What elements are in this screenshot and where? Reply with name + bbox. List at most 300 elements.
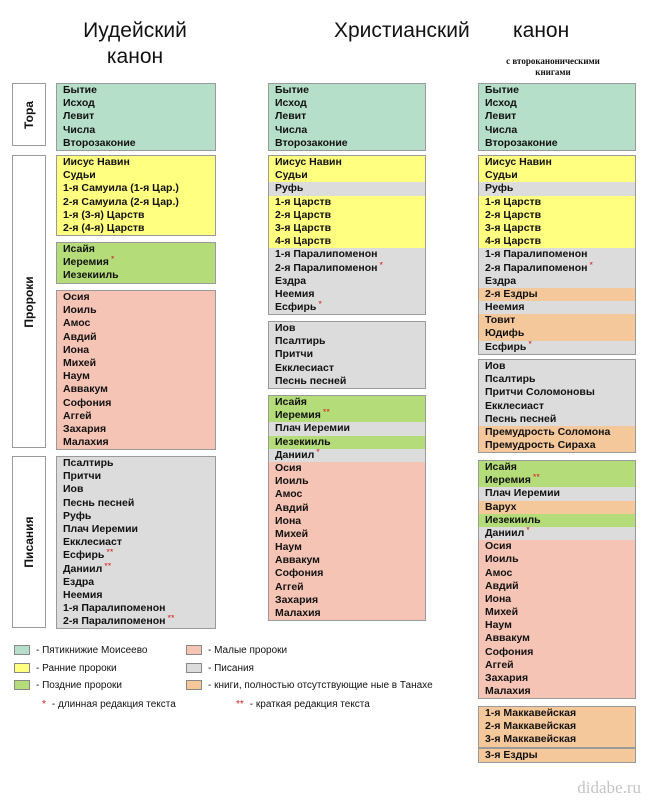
book-row: [479, 386, 635, 399]
book-name: 2-я Самуила (2-я Цар.): [63, 195, 179, 208]
book-row: [269, 301, 425, 314]
book-row: [479, 248, 635, 261]
book-name: Екклесиаст: [63, 536, 122, 549]
book-row: [479, 169, 635, 182]
redaction-mark: **: [167, 615, 175, 624]
book-name: Наум: [63, 370, 90, 383]
book-row: [57, 602, 215, 615]
book-row: [269, 475, 425, 488]
book-name: Наум: [275, 541, 302, 554]
legend-late-swatch: [14, 680, 30, 690]
book-row: [479, 514, 635, 527]
book-name: Иисус Навин: [63, 156, 130, 168]
legend-deutero: [186, 680, 433, 692]
book-row: [479, 262, 635, 275]
book-row: [57, 470, 215, 483]
book-row: [479, 606, 635, 619]
book-row: [57, 304, 215, 317]
jewish-book-group: [56, 290, 216, 450]
section-torah: [12, 83, 46, 146]
book-name: Аввакум: [63, 383, 108, 396]
book-row: [479, 685, 635, 698]
book-name: Аггей: [485, 658, 514, 671]
book-name: Притчи: [275, 348, 314, 361]
legend-writings-label: - Писания: [208, 663, 254, 674]
book-name: Аггей: [63, 409, 92, 422]
book-row: [479, 540, 635, 553]
book-name: Руфь: [63, 509, 92, 522]
book-row: [57, 410, 215, 423]
book-name: 2-я Ездры: [485, 287, 538, 300]
book-name: Числа: [275, 123, 308, 136]
book-row: [479, 707, 635, 720]
book-name: Есфирь: [63, 549, 105, 562]
book-row: [479, 733, 635, 746]
book-name: Авдий: [275, 501, 309, 514]
book-name: Иезекииль: [275, 435, 331, 448]
book-name: Исход: [485, 97, 517, 110]
redaction-mark: **: [322, 409, 330, 418]
book-name: Исайя: [485, 461, 517, 473]
book-row: [479, 314, 635, 327]
note-short-mark: **: [236, 699, 244, 710]
book-name: Исайя: [63, 243, 95, 255]
book-name: Числа: [63, 123, 96, 136]
book-name: 3-я Царств: [485, 221, 542, 234]
book-name: Судьи: [63, 169, 96, 182]
book-name: Михей: [275, 527, 309, 540]
book-name: Малахия: [63, 436, 109, 449]
book-row: [479, 209, 635, 222]
book-row: [269, 488, 425, 501]
book-name: Софония: [485, 645, 534, 658]
book-row: [57, 317, 215, 330]
christian-book-group: [268, 321, 426, 389]
book-name: Иисус Навин: [485, 156, 552, 168]
book-name: Софония: [63, 396, 112, 409]
christian-book-group: [268, 395, 426, 621]
deutero-book-group: [478, 460, 636, 699]
book-row: [479, 593, 635, 606]
book-row: [57, 510, 215, 523]
book-name: Малахия: [485, 685, 531, 698]
note-long-redaction: [42, 699, 176, 710]
book-row: [269, 182, 425, 195]
book-name: Михей: [485, 606, 519, 619]
book-name: Ездра: [63, 575, 95, 588]
book-row: [57, 436, 215, 449]
book-row: [479, 672, 635, 685]
book-name: 4-я Царств: [485, 235, 542, 248]
book-name: Ездра: [485, 274, 517, 287]
book-name: Неемия: [275, 287, 315, 300]
legend-deutero-swatch: [186, 680, 202, 690]
legend-torah-swatch: [14, 645, 30, 655]
book-name: Числа: [485, 123, 518, 136]
legend-early-swatch: [14, 663, 30, 673]
book-name: 1-я Паралипоменон: [485, 248, 588, 261]
book-name: 2-я Маккавейская: [485, 720, 577, 733]
book-name: Екклесиаст: [275, 361, 334, 374]
book-row: [269, 248, 425, 261]
book-row: [57, 523, 215, 536]
book-name: Левит: [63, 110, 95, 123]
book-name: Иов: [63, 483, 84, 496]
book-name: Амос: [485, 566, 513, 579]
book-name: Захария: [63, 422, 107, 435]
book-name: Михей: [63, 356, 97, 369]
book-name: 1-я Самуила (1-я Цар.): [63, 182, 179, 195]
book-name: Судьи: [485, 169, 518, 182]
section-prophets: [12, 155, 46, 448]
legend-minor-label: - Малые пророки: [208, 645, 288, 656]
section-torah-label: Тора: [22, 100, 36, 129]
book-row: [479, 501, 635, 514]
book-row: [269, 515, 425, 528]
book-row: [57, 291, 215, 304]
book-name: Иов: [275, 322, 296, 334]
book-name: Иезекииль: [63, 269, 119, 282]
book-row: [57, 156, 215, 169]
book-row: [479, 360, 635, 373]
legend-minor-prophets: [186, 645, 287, 657]
book-row: [479, 553, 635, 566]
book-row: [269, 594, 425, 607]
book-name: Бытие: [275, 84, 309, 96]
book-row: [57, 256, 215, 269]
book-row: [479, 646, 635, 659]
book-name: Псалтирь: [275, 335, 326, 348]
book-row: [479, 137, 635, 150]
book-row: [57, 589, 215, 602]
book-row: [57, 483, 215, 496]
book-name: Есфирь: [275, 301, 317, 314]
legend-torah-label: - Пятикнижие Моисеево: [36, 645, 148, 656]
section-writings-label: Писания: [22, 516, 36, 568]
book-name: 2-я Царств: [275, 208, 332, 221]
book-row: [479, 413, 635, 426]
deutero-book-group: [478, 359, 636, 453]
deutero-book-group: [478, 748, 636, 763]
book-row: [57, 269, 215, 282]
book-row: [57, 383, 215, 396]
book-name: 1-я (3-я) Царств: [63, 208, 145, 221]
christian-book-group: [268, 83, 426, 151]
book-name: Иеремия: [485, 474, 531, 487]
book-row: [57, 497, 215, 510]
book-name: Осия: [275, 461, 302, 474]
christian-book-group: [268, 155, 426, 315]
book-name: 3-я Ездры: [485, 749, 538, 761]
book-name: Авдий: [63, 330, 97, 343]
book-row: [269, 335, 425, 348]
book-row: [479, 222, 635, 235]
book-name: Псалтирь: [485, 373, 536, 386]
jewish-book-group: [56, 83, 216, 151]
book-row: [57, 110, 215, 123]
book-row: [479, 474, 635, 487]
book-name: Неемия: [63, 588, 103, 601]
deutero-book-group: [478, 155, 636, 355]
book-name: Бытие: [63, 84, 97, 96]
book-row: [57, 97, 215, 110]
book-row: [269, 581, 425, 594]
book-row: [269, 436, 425, 449]
book-name: Исход: [63, 97, 95, 110]
book-name: Иоиль: [485, 553, 519, 566]
legend-early-label: - Ранние пророки: [36, 663, 117, 674]
book-name: Песнь песней: [275, 374, 347, 387]
book-name: 2-я (4-я) Царств: [63, 221, 145, 234]
jewish-book-group: [56, 155, 216, 236]
book-row: [57, 423, 215, 436]
book-row: [57, 182, 215, 195]
book-row: [269, 322, 425, 335]
book-name: Малахия: [275, 607, 321, 619]
book-row: [479, 487, 635, 500]
book-name: Захария: [485, 672, 529, 684]
book-name: Левит: [275, 110, 307, 123]
book-name: Есфирь: [485, 340, 527, 353]
redaction-mark: *: [379, 261, 383, 270]
jewish-book-group: [56, 242, 216, 284]
book-name: Осия: [485, 540, 512, 553]
book-row: [479, 749, 635, 762]
redaction-mark: *: [318, 301, 322, 310]
book-row: [57, 536, 215, 549]
book-row: [479, 580, 635, 593]
book-row: [479, 400, 635, 413]
note-long-text: - длинная редакция текста: [51, 699, 176, 710]
book-row: [479, 373, 635, 386]
book-row: [57, 243, 215, 256]
book-name: Даниил: [63, 562, 103, 575]
book-name: Неемия: [485, 301, 525, 314]
legend-writings-swatch: [186, 663, 202, 673]
book-name: Аггей: [275, 580, 304, 593]
book-name: Руфь: [275, 182, 304, 195]
book-name: Авдий: [485, 579, 519, 592]
book-row: [269, 209, 425, 222]
book-name: Иезекииль: [485, 513, 541, 526]
book-row: [269, 124, 425, 137]
book-row: [269, 567, 425, 580]
book-name: Плач Иеремии: [63, 522, 138, 535]
book-row: [57, 549, 215, 562]
note-short-redaction: [236, 699, 370, 710]
book-name: Иона: [275, 514, 302, 527]
book-row: [479, 567, 635, 580]
book-name: Даниил: [275, 448, 315, 461]
book-row: [479, 426, 635, 439]
book-row: [57, 169, 215, 182]
book-row: [479, 275, 635, 288]
book-name: Исход: [275, 97, 307, 110]
redaction-mark: **: [106, 549, 114, 558]
book-row: [269, 541, 425, 554]
legend-early-prophets: [14, 663, 117, 675]
legend-writings: [186, 663, 254, 675]
book-name: Иоиль: [63, 304, 97, 317]
book-name: Руфь: [485, 182, 514, 195]
note-long-mark: *: [42, 699, 46, 710]
book-name: Премудрость Соломона: [485, 425, 611, 438]
book-row: [269, 607, 425, 620]
book-name: Захария: [275, 593, 319, 606]
book-name: Плач Иеремии: [275, 422, 350, 435]
book-row: [57, 137, 215, 150]
book-row: [269, 262, 425, 275]
book-row: [269, 235, 425, 248]
book-name: Псалтирь: [63, 457, 114, 469]
book-row: [269, 409, 425, 422]
book-row: [269, 137, 425, 150]
book-name: 3-я Царств: [275, 221, 332, 234]
jewish-canon-title: Иудейский канон: [83, 19, 187, 68]
book-row: [57, 397, 215, 410]
book-name: Ездра: [275, 274, 307, 287]
redaction-mark: *: [589, 261, 593, 270]
book-row: [479, 327, 635, 340]
book-name: Амос: [275, 488, 303, 501]
book-row: [57, 196, 215, 209]
christian-canon-title: Христианский: [334, 19, 470, 42]
book-row: [269, 554, 425, 567]
book-row: [479, 619, 635, 632]
book-name: Иеремия: [275, 409, 321, 422]
book-row: [269, 110, 425, 123]
book-row: [479, 301, 635, 314]
deutero-book-group: [478, 83, 636, 151]
book-row: [57, 370, 215, 383]
book-name: 1-я Царств: [485, 195, 542, 208]
book-row: [269, 97, 425, 110]
note-short-text: - краткая редакция текста: [249, 699, 370, 710]
book-row: [479, 124, 635, 137]
book-row: [479, 527, 635, 540]
book-row: [269, 462, 425, 475]
book-row: [57, 563, 215, 576]
book-name: Второзаконие: [275, 136, 348, 149]
book-row: [479, 182, 635, 195]
book-name: Песнь песней: [485, 412, 557, 425]
book-row: [479, 110, 635, 123]
book-name: Притчи: [63, 470, 102, 483]
book-name: 1-я Царств: [275, 195, 332, 208]
book-name: Плач Иеремии: [485, 487, 560, 500]
book-name: Иоиль: [275, 475, 309, 488]
book-row: [479, 720, 635, 733]
book-row: [57, 357, 215, 370]
book-row: [57, 344, 215, 357]
redaction-mark: *: [526, 526, 530, 535]
book-name: Второзаконие: [485, 136, 558, 149]
book-name: Юдифь: [485, 327, 525, 340]
book-row: [479, 632, 635, 645]
legend-minor-swatch: [186, 645, 202, 655]
book-name: 1-я Паралипоменон: [63, 602, 166, 615]
redaction-mark: *: [316, 448, 320, 457]
legend-late-label: - Поздние пророки: [36, 680, 123, 691]
book-name: Иисус Навин: [275, 156, 342, 168]
book-row: [269, 362, 425, 375]
watermark: didabe.ru: [577, 778, 641, 797]
book-name: 1-я Маккавейская: [485, 707, 577, 719]
book-name: 1-я Паралипоменон: [275, 248, 378, 261]
book-row: [479, 235, 635, 248]
book-row: [479, 439, 635, 452]
book-name: Иона: [63, 343, 90, 356]
book-name: Осия: [63, 291, 90, 303]
book-name: 2-я Паралипоменон: [485, 261, 588, 274]
book-name: Бытие: [485, 84, 519, 96]
book-name: Даниил: [485, 526, 525, 539]
book-row: [57, 209, 215, 222]
book-name: Левит: [485, 110, 517, 123]
book-row: [479, 659, 635, 672]
book-row: [479, 288, 635, 301]
book-name: Софония: [275, 567, 324, 580]
book-name: Аввакум: [275, 554, 320, 567]
book-row: [479, 341, 635, 354]
book-row: [479, 84, 635, 97]
book-row: [269, 449, 425, 462]
book-row: [269, 84, 425, 97]
christian-canon-subtitle: канон: [513, 19, 570, 42]
book-name: Песнь песней: [63, 496, 135, 509]
book-row: [269, 196, 425, 209]
book-name: 2-я Царств: [485, 208, 542, 221]
book-row: [479, 196, 635, 209]
book-name: Премудрость Сираха: [485, 439, 596, 452]
book-row: [57, 457, 215, 470]
book-row: [269, 375, 425, 388]
book-name: Екклесиаст: [485, 399, 544, 412]
book-row: [269, 502, 425, 515]
book-row: [269, 156, 425, 169]
book-row: [479, 461, 635, 474]
book-name: Варух: [485, 500, 517, 513]
book-name: Притчи Соломоновы: [485, 386, 595, 399]
book-name: Иов: [485, 360, 506, 372]
book-row: [269, 396, 425, 409]
book-name: Аввакум: [485, 632, 530, 645]
book-row: [57, 124, 215, 137]
section-writings: [12, 456, 46, 628]
legend-torah: [14, 645, 147, 657]
jewish-book-group: [56, 456, 216, 629]
book-name: 2-я Паралипоменон: [275, 261, 378, 274]
book-name: Исайя: [275, 396, 307, 408]
legend-deutero-label: - книги, полностью отсутствующие ные в Танахе: [208, 680, 433, 691]
deutero-column-note: с второканоническими книгами: [506, 56, 600, 77]
book-row: [57, 222, 215, 235]
book-name: Иеремия: [63, 256, 109, 269]
redaction-mark: *: [528, 340, 532, 349]
book-name: Второзаконие: [63, 136, 136, 149]
book-row: [269, 275, 425, 288]
book-row: [57, 615, 215, 628]
book-name: Иона: [485, 592, 512, 605]
book-name: Судьи: [275, 169, 308, 182]
book-row: [57, 331, 215, 344]
book-row: [269, 348, 425, 361]
book-name: 4-я Царств: [275, 235, 332, 248]
book-row: [269, 422, 425, 435]
section-prophets-label: Пророки: [22, 275, 36, 328]
redaction-mark: *: [110, 256, 115, 265]
redaction-mark: **: [104, 562, 112, 571]
